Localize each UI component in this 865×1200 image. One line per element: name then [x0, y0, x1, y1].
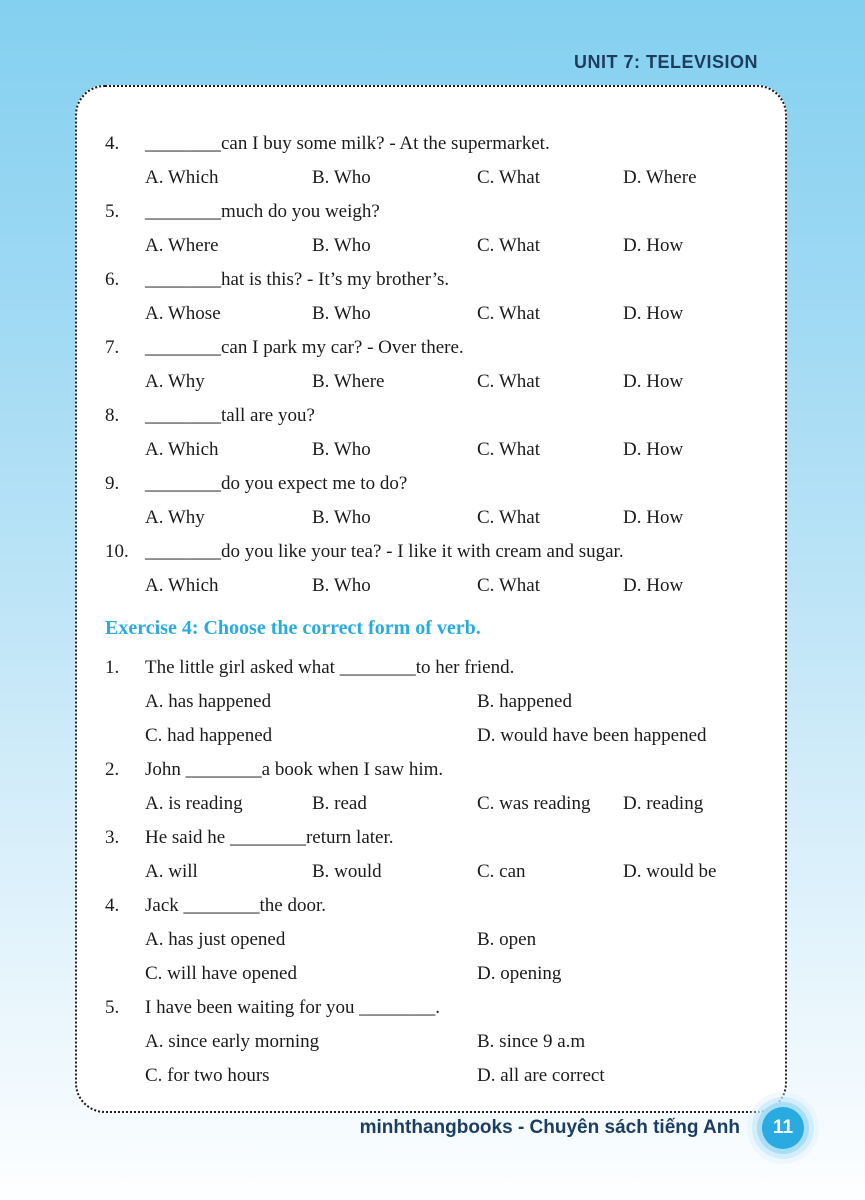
answer-option: A. Which	[145, 575, 219, 596]
question-number: 4.	[105, 895, 120, 916]
question-text: ________do you like your tea? - I like it with cream and sugar.	[145, 541, 624, 562]
answer-option: A. will	[145, 861, 198, 882]
question-text: The little girl asked what ________to her friend.	[145, 657, 515, 678]
question-item	[105, 651, 761, 753]
question-number: 3.	[105, 827, 120, 848]
question-text: ________much do you weigh?	[145, 201, 380, 222]
question-item	[105, 535, 761, 603]
answer-option: D. How	[623, 235, 684, 256]
question-item	[105, 127, 761, 195]
exercise-heading: Exercise 4: Choose the correct form of verb.	[105, 617, 481, 639]
answer-option: C. was reading	[477, 793, 591, 814]
answer-option: D. How	[623, 371, 684, 392]
question-number: 10.	[105, 541, 129, 562]
answer-option: C. What	[477, 167, 540, 188]
question-item	[105, 399, 761, 467]
question-number: 7.	[105, 337, 120, 358]
answer-option: B. Where	[312, 371, 385, 392]
answer-option: D. opening	[477, 963, 562, 984]
question-item	[105, 263, 761, 331]
answer-option: B. Who	[312, 507, 371, 528]
answer-option: B. Who	[312, 167, 371, 188]
answer-option: C. will have opened	[145, 963, 297, 984]
question-text: John ________a book when I saw him.	[145, 759, 444, 780]
answer-option: D. How	[623, 575, 684, 596]
question-text: He said he ________return later.	[145, 827, 394, 848]
question-number: 6.	[105, 269, 120, 290]
question-item	[105, 195, 761, 263]
answer-option: A. has happened	[145, 691, 272, 712]
question-number: 5.	[105, 997, 120, 1018]
answer-option: D. How	[623, 303, 684, 324]
question-item	[105, 991, 761, 1093]
question-text: ________can I park my car? - Over there.	[145, 337, 464, 358]
question-number: 5.	[105, 201, 120, 222]
publisher-footer: minhthangbooks - Chuyên sách tiếng Anh	[359, 1117, 740, 1138]
question-number: 2.	[105, 759, 120, 780]
answer-option: D. How	[623, 439, 684, 460]
answer-option: A. has just opened	[145, 929, 286, 950]
question-text: ________do you expect me to do?	[145, 473, 408, 494]
answer-option: C. What	[477, 235, 540, 256]
answer-option: C. What	[477, 575, 540, 596]
question-item	[105, 889, 761, 991]
answer-option: D. would be	[623, 861, 717, 882]
question-item	[105, 821, 761, 889]
question-number: 4.	[105, 133, 120, 154]
answer-option: A. Why	[145, 507, 205, 528]
question-number: 9.	[105, 473, 120, 494]
answer-option: A. Why	[145, 371, 205, 392]
question-item	[105, 331, 761, 399]
question-text: ________can I buy some milk? - At the supermarket.	[145, 133, 550, 154]
answer-option: C. What	[477, 439, 540, 460]
answer-option: B. Who	[312, 303, 371, 324]
answer-option: C. for two hours	[145, 1065, 270, 1086]
question-card	[75, 85, 787, 1113]
answer-option: B. read	[312, 793, 367, 814]
answer-option: A. Which	[145, 167, 219, 188]
answer-option: B. would	[312, 861, 382, 882]
question-item	[105, 467, 761, 535]
answer-option: C. had happened	[145, 725, 273, 746]
question-text: ________tall are you?	[145, 405, 315, 426]
question-text: I have been waiting for you ________.	[145, 997, 440, 1018]
answer-option: B. Who	[312, 439, 371, 460]
answer-option: B. happened	[477, 691, 572, 712]
answer-option: B. since 9 a.m	[477, 1031, 586, 1052]
answer-option: A. Where	[145, 235, 219, 256]
page-number-badge: 11	[762, 1107, 804, 1149]
answer-option: C. can	[477, 861, 526, 882]
question-item	[105, 753, 761, 821]
answer-option: C. What	[477, 303, 540, 324]
answer-option: C. What	[477, 507, 540, 528]
question-text: ________hat is this? - It’s my brother’s.	[145, 269, 450, 290]
answer-option: D. reading	[623, 793, 704, 814]
answer-option: A. Which	[145, 439, 219, 460]
answer-option: D. Where	[623, 167, 697, 188]
answer-option: B. Who	[312, 575, 371, 596]
answer-option: B. Who	[312, 235, 371, 256]
question-number: 1.	[105, 657, 120, 678]
answer-option: A. since early morning	[145, 1031, 320, 1052]
answer-option: A. is reading	[145, 793, 243, 814]
question-number: 8.	[105, 405, 120, 426]
answer-option: A. Whose	[145, 303, 221, 324]
answer-option: D. would have been happened	[477, 725, 707, 746]
question-text: Jack ________the door.	[145, 895, 327, 916]
answer-option: C. What	[477, 371, 540, 392]
answer-option: D. all are correct	[477, 1065, 605, 1086]
answer-option: D. How	[623, 507, 684, 528]
answer-option: B. open	[477, 929, 537, 950]
unit-title: UNIT 7: TELEVISION	[573, 52, 758, 72]
